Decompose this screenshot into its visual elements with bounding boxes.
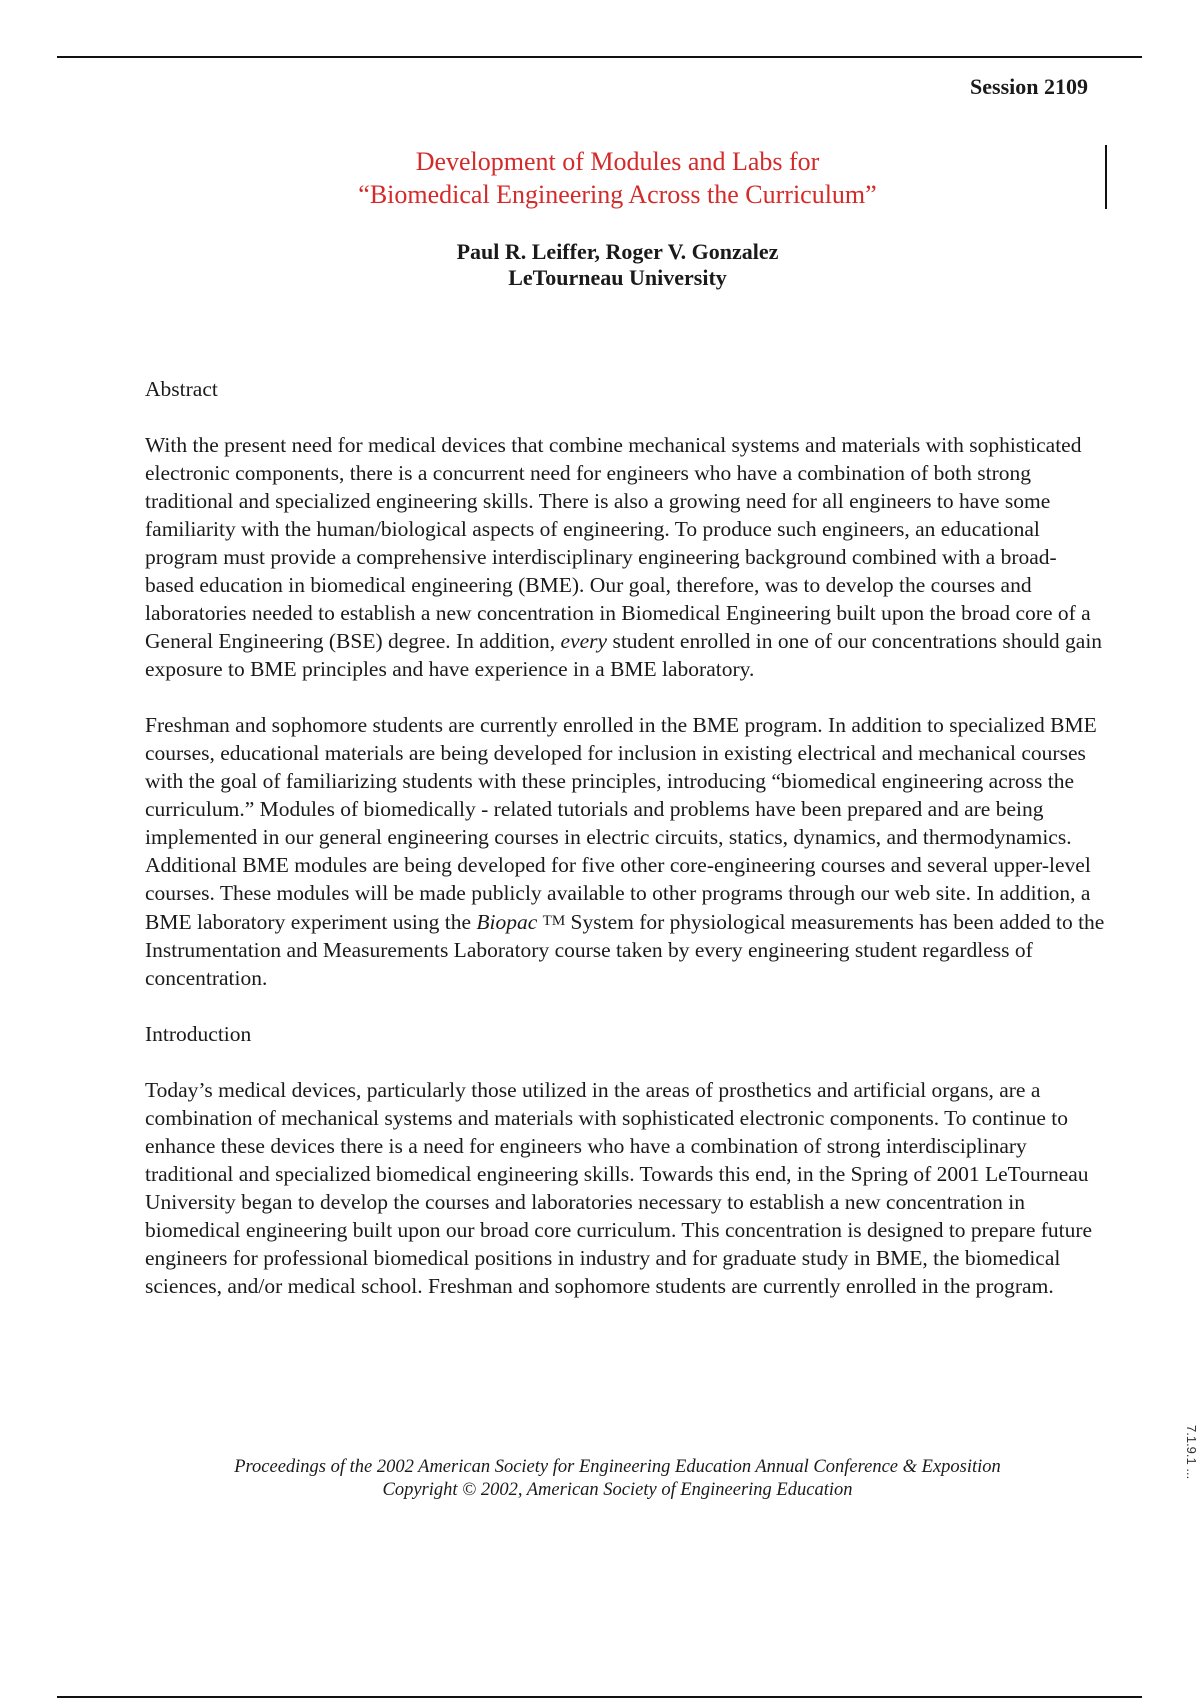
abstract-p2-emphasis: Biopac	[476, 910, 538, 934]
page-footer	[0, 1456, 1200, 1502]
author-names: Paul R. Leiffer, Roger V. Gonzalez	[456, 239, 779, 264]
abstract-p2-text-b: System for physiological measurements has been added to the Instrumentation and Measurements Laboratory course taken by every engineering student regardless of concentration.	[145, 910, 1105, 990]
title-line-2: “Biomedical Engineering Across the Curriculum”	[358, 180, 877, 209]
abstract-p1-emphasis: every	[560, 629, 608, 653]
abstract-p2-text-a: Freshman and sophomore students are currently enrolled in the BME program. In addition to specialized BME courses, educational materials are being developed for inclusion in existing electrical and mechanical courses with the goal of familiarizing students with these principles, introducing “biomedical engineering across the curriculum.” Modules of biomedically - related tutorials and problems have been prepared and are being implemented in our general engineering courses in electric circuits, statics, dynamics, and thermodynamics. Additional BME modules are being developed for five other core-engineering courses and several upper-level courses. These modules will be made publicly available to other programs through our web site. In addition, a BME laboratory experiment using the	[145, 713, 1097, 934]
author-block	[0, 239, 1200, 291]
margin-page-id-text: 7.1.9.1 ...	[1184, 1425, 1199, 1480]
introduction-paragraph-1: Today’s medical devices, particularly those utilized in the areas of prosthetics and artificial organs, are a combination of mechanical systems and materials with sophisticated electronic components. To continue to enhance these devices there is a need for engineers who have a combination of strong interdisciplinary traditional and specialized biomedical engineering skills. Towards this end, in the Spring of 2001 LeTourneau University began to develop the courses and laboratories necessary to establish a new concentration in biomedical engineering built upon our broad core curriculum. This concentration is designed to prepare future engineers for professional biomedical positions in industry and for graduate study in BME, the biomedical sciences, and/or medical school. Freshman and sophomore students are currently enrolled in the program.	[145, 1078, 1093, 1298]
paper-title	[0, 145, 1200, 211]
bottom-rule	[57, 1696, 1142, 1698]
title-line-1: Development of Modules and Labs for	[415, 147, 820, 176]
body-text	[145, 375, 1105, 1328]
author-affiliation: LeTourneau University	[508, 265, 727, 290]
session-number: Session 2109	[970, 74, 1088, 99]
margin-page-id	[1183, 1425, 1200, 1485]
footer-copyright: Copyright © 2002, American Society of Engineering Education	[382, 1480, 853, 1500]
trademark-mark: TM	[542, 913, 566, 929]
abstract-paragraph-1	[145, 431, 1105, 683]
introduction-heading: Introduction	[145, 1022, 252, 1046]
abstract-p1-text-a: With the present need for medical devices that combine mechanical systems and materials with sophisticated electronic components, there is a concurrent need for engineers who have a combination of both strong traditional and specialized engineering skills. There is also a growing need for all engineers to have some familiarity with the human/biological aspects of engineering. To produce such engineers, an educational program must provide a comprehensive interdisciplinary engineering background combined with a broad-based education in biomedical engineering (BME). Our goal, therefore, was to develop the courses and laboratories needed to establish a new concentration in Biomedical Engineering built upon the broad core of a General Engineering (BSE) degree. In addition,	[145, 433, 1091, 653]
abstract-heading: Abstract	[145, 377, 218, 401]
footer-proceedings: Proceedings of the 2002 American Society for Engineering Education Annual Conference & Exposition	[234, 1457, 1001, 1477]
abstract-paragraph-2	[145, 711, 1105, 992]
top-rule	[57, 56, 1142, 58]
abstract-p1-text-b: student enrolled in one of our concentrations should gain exposure to BME principles and have experience in a BME laboratory.	[145, 629, 1103, 681]
